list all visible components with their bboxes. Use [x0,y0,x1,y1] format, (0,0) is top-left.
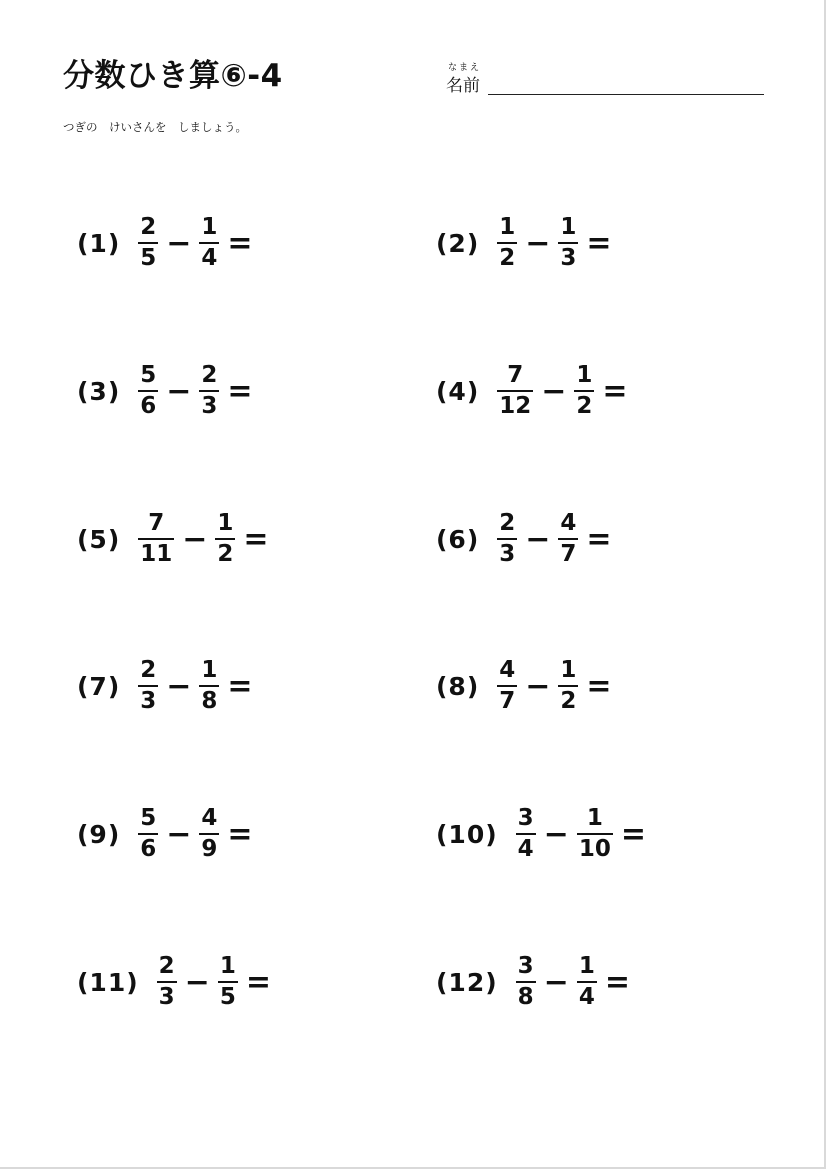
minus-sign: − [166,225,192,261]
fraction-minuend [516,955,536,1009]
denominator: 2 [560,688,577,714]
minus-sign: − [184,964,210,1000]
minus-sign: − [525,668,551,704]
problem-item [436,799,646,869]
denominator: 8 [201,688,218,714]
problem-number: (3) [77,376,121,406]
numerator: 1 [217,510,234,536]
fraction-minuend [157,955,177,1009]
instruction-text: つぎの けいさんを しましょう。 [63,120,247,134]
equals-sign: = [245,964,271,1000]
fraction-subtrahend [558,216,578,270]
fraction-subtrahend [215,512,235,566]
denominator: 10 [578,836,611,862]
fraction-subtrahend [577,955,597,1009]
fraction-subtrahend [558,512,578,566]
fraction-subtrahend [199,807,219,861]
problem-item [77,651,253,721]
name-ruby: なまえ [448,63,482,73]
numerator: 2 [140,657,157,683]
fraction-subtrahend [577,807,613,861]
minus-sign: − [166,816,192,852]
fraction-minuend [138,512,174,566]
denominator: 6 [140,393,157,419]
problem-number: (10) [436,819,498,849]
numerator: 5 [140,362,157,388]
numerator: 5 [140,805,157,831]
equals-sign: = [227,668,253,704]
fraction-minuend [516,807,536,861]
problem-item [77,208,253,278]
fraction-minuend [497,512,517,566]
numerator: 2 [499,510,516,536]
problem-item [436,651,612,721]
equals-sign: = [227,225,253,261]
fraction-subtrahend [199,659,219,713]
fraction-subtrahend [558,659,578,713]
problem-number: (2) [436,228,480,258]
denominator: 4 [517,836,534,862]
equals-sign: = [227,373,253,409]
numerator: 3 [517,953,534,979]
denominator: 6 [140,836,157,862]
fraction-minuend [497,216,517,270]
fraction-minuend [497,364,533,418]
denominator: 7 [499,688,516,714]
problem-number: (4) [436,376,480,406]
equals-sign: = [586,668,612,704]
denominator: 11 [140,541,173,567]
denominator: 2 [499,245,516,271]
problem-number: (8) [436,671,480,701]
denominator: 9 [201,836,218,862]
fraction-subtrahend [199,216,219,270]
problem-number: (12) [436,967,498,997]
fraction-subtrahend [218,955,238,1009]
numerator: 1 [576,362,593,388]
fraction-minuend [497,659,517,713]
denominator: 4 [578,984,595,1010]
page-title: 分数ひき算⑥-4 [63,58,283,94]
minus-sign: − [182,521,208,557]
numerator: 4 [560,510,577,536]
denominator: 4 [201,245,218,271]
equals-sign: = [604,964,630,1000]
equals-sign: = [602,373,628,409]
problem-number: (5) [77,524,121,554]
numerator: 1 [201,214,218,240]
problem-number: (11) [77,967,139,997]
problem-item [436,947,630,1017]
minus-sign: − [525,225,551,261]
numerator: 1 [219,953,236,979]
numerator: 7 [148,510,165,536]
denominator: 3 [499,541,516,567]
numerator: 4 [201,805,218,831]
problem-item [436,208,612,278]
minus-sign: − [541,373,567,409]
minus-sign: − [166,373,192,409]
equals-sign: = [243,521,269,557]
minus-sign: − [543,964,569,1000]
equals-sign: = [620,816,646,852]
numerator: 2 [158,953,175,979]
minus-sign: − [543,816,569,852]
problem-number: (9) [77,819,121,849]
numerator: 1 [578,953,595,979]
numerator: 1 [201,657,218,683]
problem-item [77,799,253,869]
problem-item [436,356,628,426]
fraction-subtrahend [199,364,219,418]
name-underline [488,94,764,95]
equals-sign: = [586,521,612,557]
numerator: 1 [586,805,603,831]
denominator: 3 [201,393,218,419]
denominator: 12 [499,393,532,419]
denominator: 5 [140,245,157,271]
denominator: 3 [560,245,577,271]
denominator: 7 [560,541,577,567]
denominator: 8 [517,984,534,1010]
numerator: 1 [560,214,577,240]
denominator: 2 [217,541,234,567]
numerator: 7 [507,362,524,388]
problem-item [77,947,271,1017]
denominator: 3 [140,688,157,714]
equals-sign: = [586,225,612,261]
denominator: 5 [219,984,236,1010]
numerator: 4 [499,657,516,683]
name-label: 名前 [446,76,480,96]
problem-item [77,504,269,574]
numerator: 3 [517,805,534,831]
problem-item [77,356,253,426]
numerator: 2 [140,214,157,240]
numerator: 1 [560,657,577,683]
fraction-subtrahend [574,364,594,418]
minus-sign: − [525,521,551,557]
denominator: 2 [576,393,593,419]
problem-number: (6) [436,524,480,554]
problem-item [436,504,612,574]
fraction-minuend [138,659,158,713]
problem-number: (7) [77,671,121,701]
problem-number: (1) [77,228,121,258]
fraction-minuend [138,216,158,270]
denominator: 3 [158,984,175,1010]
equals-sign: = [227,816,253,852]
fraction-minuend [138,807,158,861]
fraction-minuend [138,364,158,418]
numerator: 2 [201,362,218,388]
numerator: 1 [499,214,516,240]
minus-sign: − [166,668,192,704]
